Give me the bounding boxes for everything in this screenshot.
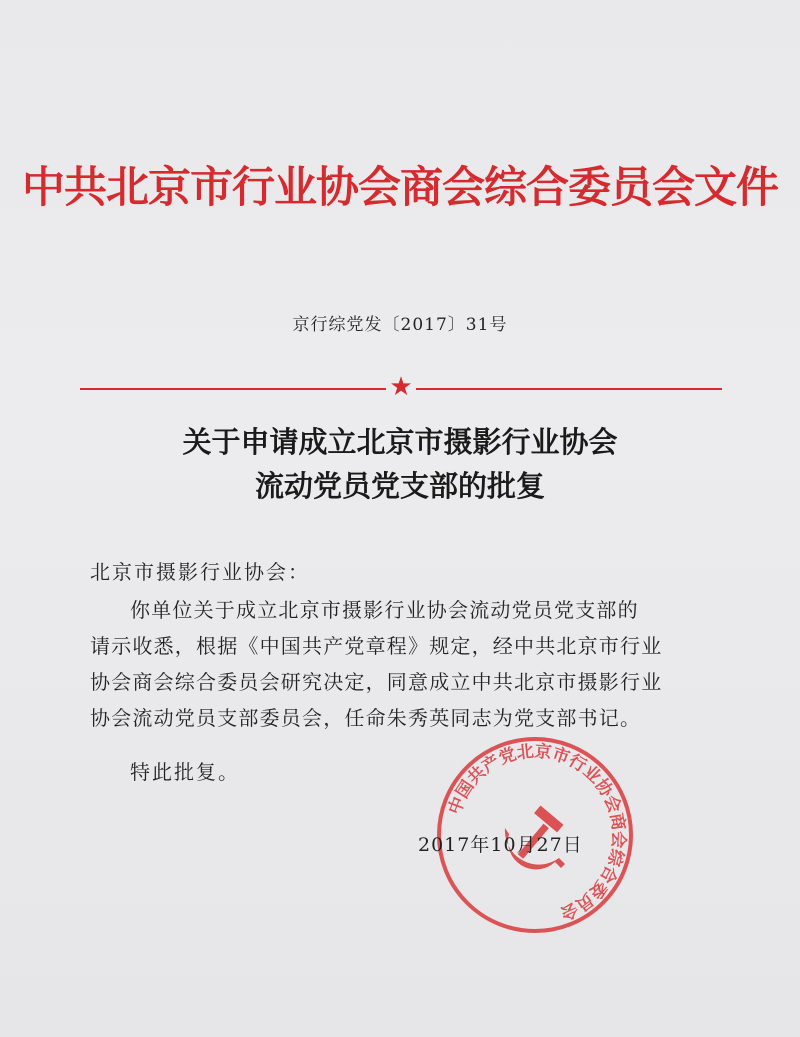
body-line: 协会商会综合委员会研究决定，同意成立中共北京市摄影行业 [90,670,663,694]
document-number: 京行综党发〔2017〕31号 [292,315,508,335]
masthead-title: 中共北京市行业协会商会综合委员会文件 [22,163,778,213]
red-rule-right [416,388,722,390]
letter-body [90,592,722,736]
closing-remark: 特此批复。 [130,760,240,784]
star-icon: ★ [389,372,413,402]
issue-date: 2017年10月27日 [418,834,583,856]
document-title-line-2: 流动党员党支部的批复 [254,469,545,503]
document-title-line-1: 关于申请成立北京市摄影行业协会 [182,425,618,459]
body-line: 请示收悉，根据《中国共产党章程》规定，经中共北京市行业 [90,634,663,658]
salutation: 北京市摄影行业协会： [90,560,310,584]
red-rule-left [80,388,386,390]
seal-text: 中国共产党北京市行业协会商会综合委员会 [444,741,629,924]
body-line: 协会流动党员支部委员会，任命朱秀英同志为党支部书记。 [90,706,642,730]
body-line: 你单位关于成立北京市摄影行业协会流动党员党支部的 [130,598,639,622]
